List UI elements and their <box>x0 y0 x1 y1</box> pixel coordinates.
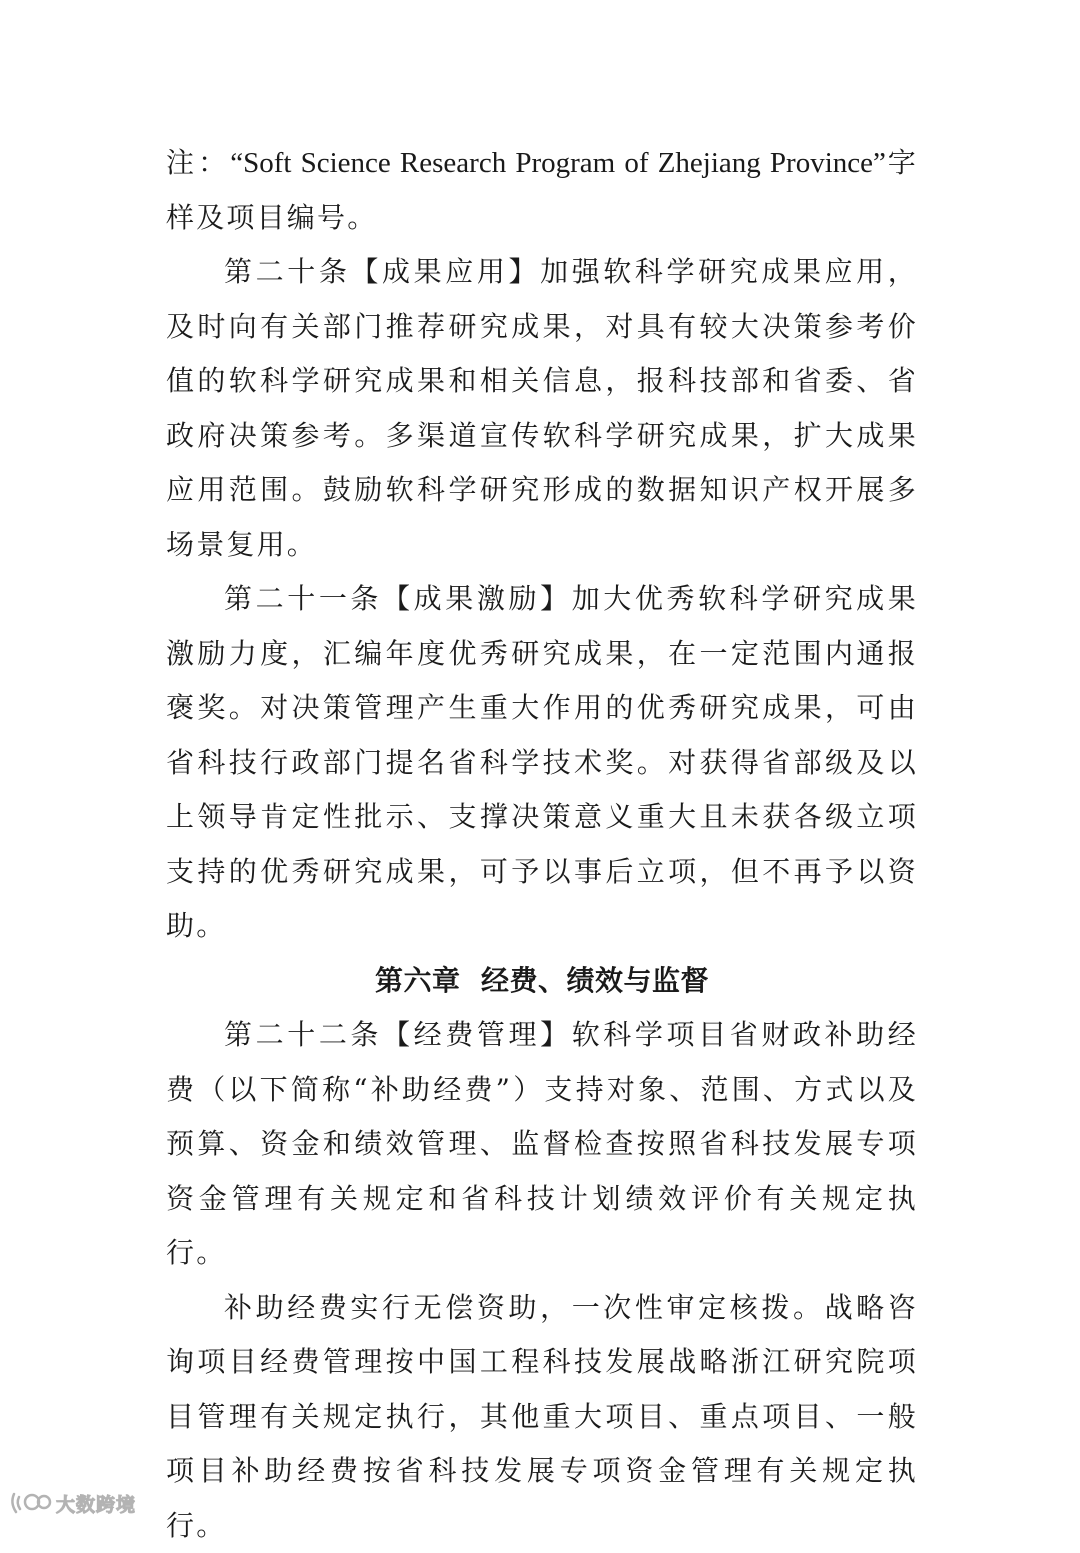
article-22-paragraph: 第二十二条【经费管理】软科学项目省财政补助经费（以下简称“补助经费”）支持对象、范围、方式以及预算、资金和绩效管理、监督检查按照省科技发展专项资金管理有关规定和省科技计划绩效评价有关规定执行。 <box>166 1008 918 1281</box>
chapter-heading: 第六章 经费、绩效与监督 <box>166 954 918 1009</box>
note-suffix: 字样及项目编号。 <box>166 146 918 234</box>
note-latin-text: “Soft Science Research Program of Zhejiang Province” <box>230 147 886 179</box>
article-21-paragraph: 第二十一条【成果激励】加大优秀软科学研究成果激励力度，汇编年度优秀研究成果，在一定范围内通报褒奖。对决策管理产生重大作用的优秀研究成果，可由省科技行政部门提名省科学技术奖。对获得省部级及以上领导肯定性批示、支撑决策意义重大且未获各级立项支持的优秀研究成果，可予以事后立项，但不再予以资助。 <box>166 572 918 954</box>
watermark <box>8 1488 136 1518</box>
watermark-text: 大数跨境 <box>56 1490 136 1517</box>
dashuju-logo-icon <box>8 1490 52 1516</box>
article-20-paragraph: 第二十条【成果应用】加强软科学研究成果应用，及时向有关部门推荐研究成果，对具有较大决策参考价值的软科学研究成果和相关信息，报科技部和省委、省政府决策参考。多渠道宣传软科学研究成果，扩大成果应用范围。鼓励软科学研究形成的数据知识产权开展多场景复用。 <box>166 245 918 572</box>
note-prefix: 注： <box>166 146 230 179</box>
document-page <box>166 136 918 1553</box>
paragraph-note <box>166 136 918 245</box>
funding-paragraph: 补助经费实行无偿资助，一次性审定核拨。战略咨询项目经费管理按中国工程科技发展战略浙江研究院项目管理有关规定执行，其他重大项目、重点项目、一般项目补助经费按省科技发展专项资金管理有关规定执行。 <box>166 1281 918 1553</box>
